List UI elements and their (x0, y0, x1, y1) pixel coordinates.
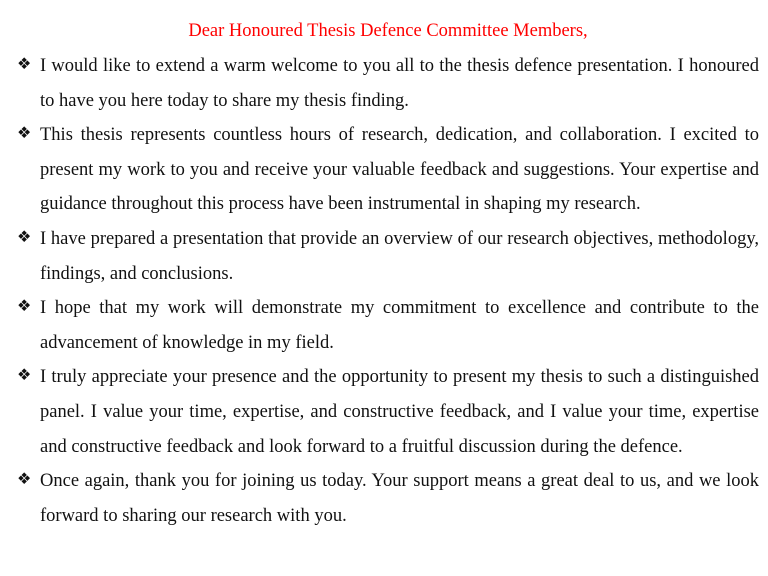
diamond-quad-icon: ❖ (17, 123, 32, 143)
bullet-list (0, 49, 768, 533)
bullet-item-appreciation (0, 360, 768, 464)
bullet-item-commitment (0, 291, 768, 360)
slide-heading: Dear Honoured Thesis Defence Committee Members, (188, 21, 588, 41)
diamond-quad-icon: ❖ (17, 226, 32, 246)
bullet-text: I truly appreciate your presence and the opportunity to present my thesis to such a distinguished panel. I value your time, expertise, and constructive feedback, and I value your time, expertise and constructive feedback and look forward to a fruitful discussion during the defence. (40, 367, 759, 457)
diamond-quad-icon: ❖ (17, 54, 32, 73)
bullet-text: I have prepared a presentation that provide an overview of our research objectives, methodology, findings, and conclusions. (40, 228, 759, 284)
bullet-text: I hope that my work will demonstrate my commitment to excellence and contribute to the advancement of knowledge in my field. (40, 298, 759, 353)
bullet-item-welcome (0, 49, 768, 118)
bullet-item-thesis (0, 118, 768, 222)
diamond-quad-icon: ❖ (17, 296, 32, 316)
bullet-item-presentation (0, 222, 768, 291)
diamond-quad-icon: ❖ (17, 365, 32, 385)
diamond-quad-icon: ❖ (17, 469, 32, 489)
bullet-text: This thesis represents countless hours of research, dedication, and collaboration. I excited to present my work to you and receive your valuable feedback and suggestions. Your expertise and guidance throughout this process have been instrumental in shaping my research. (40, 125, 759, 215)
bullet-text: I would like to extend a warm welcome to you all to the thesis defence presentation. I honoured to have you here today to share my thesis finding. (40, 56, 759, 111)
bullet-text: Once again, thank you for joining us today. Your support means a great deal to us, and we look forward to sharing our research with you. (40, 471, 759, 526)
bullet-item-thanks (0, 464, 768, 533)
